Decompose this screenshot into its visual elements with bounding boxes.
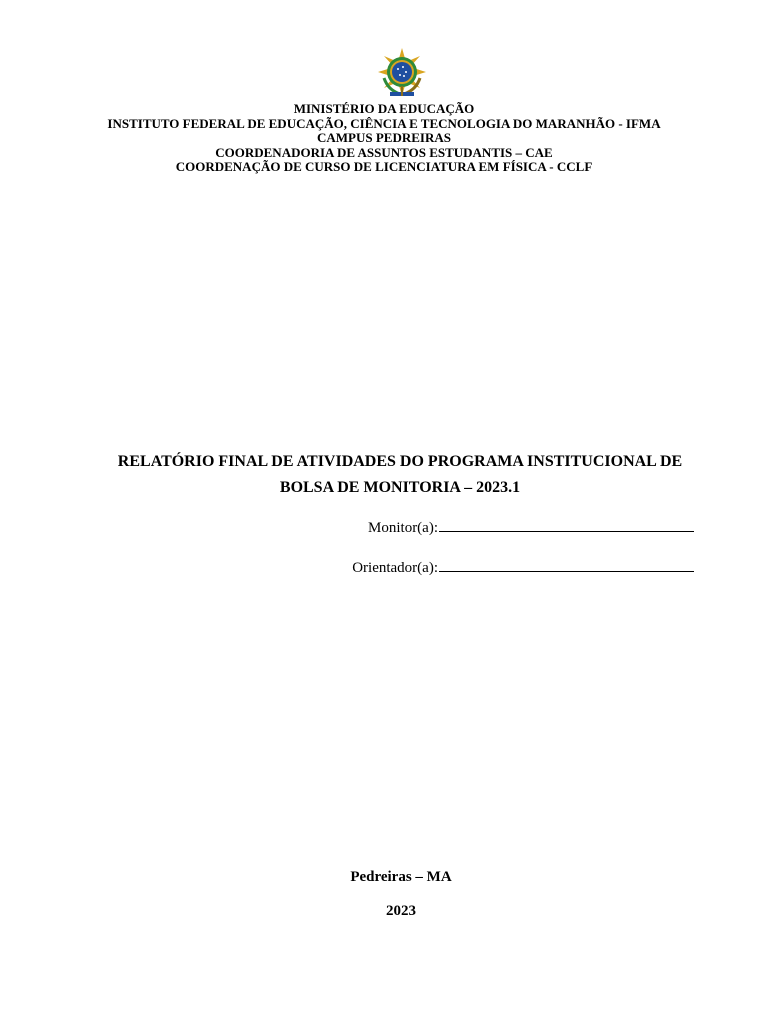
report-title <box>0 449 768 501</box>
footer-year: 2023 <box>386 903 416 919</box>
header-line-institute: INSTITUTO FEDERAL DE EDUCAÇÃO, CIÊNCIA E TECNOLOGIA DO MARANHÃO - IFMA <box>107 115 661 131</box>
header-line-coordinator: COORDENADORIA DE ASSUNTOS ESTUDANTIS – CAE <box>215 144 553 160</box>
report-title-line-1: RELATÓRIO FINAL DE ATIVIDADES DO PROGRAMA INSTITUCIONAL DE <box>117 453 683 470</box>
footer-city: Pedreiras – MA <box>350 869 452 885</box>
header-line-campus: CAMPUS PEDREIRAS <box>317 130 451 145</box>
report-title-line-2: BOLSA DE MONITORIA – 2023.1 <box>279 479 521 496</box>
brazil-coat-of-arms-icon <box>378 48 426 98</box>
monitor-label: Monitor(a): <box>368 520 438 536</box>
monitor-blank-line[interactable] <box>439 516 694 532</box>
orientador-label: Orientador(a): <box>352 560 438 576</box>
header-line-ministry: MINISTÉRIO DA EDUCAÇÃO <box>293 101 475 116</box>
monitor-field <box>368 516 694 537</box>
header-line-course: COORDENAÇÃO DE CURSO DE LICENCIATURA EM FÍSICA - CCLF <box>175 159 593 174</box>
orientador-field <box>352 556 694 577</box>
orientador-blank-line[interactable] <box>439 556 694 572</box>
institution-header <box>0 102 768 175</box>
